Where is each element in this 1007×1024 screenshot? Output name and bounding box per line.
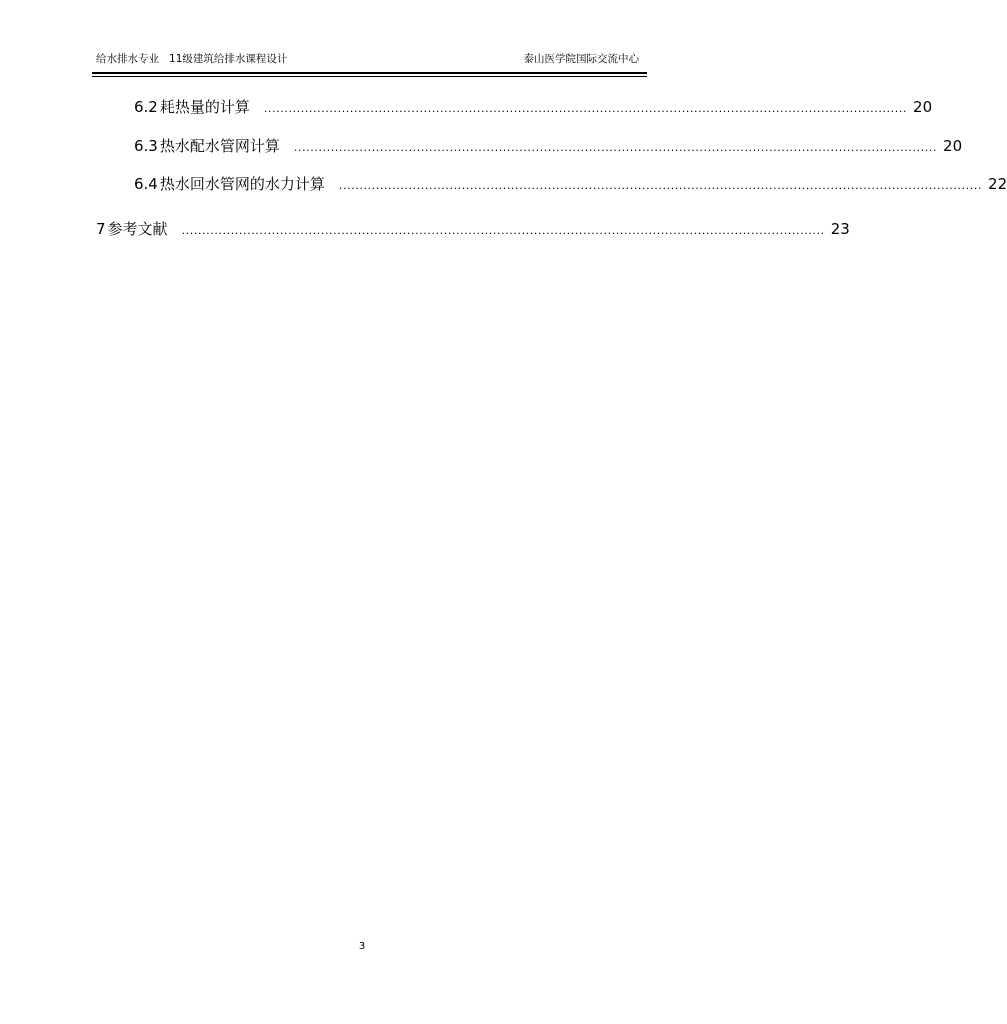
toc-title: 耗热量的计算 xyxy=(159,98,250,116)
toc-number: 6.4 xyxy=(134,175,158,193)
toc-leader-dots: ............................................................................................................................................................. xyxy=(181,224,825,237)
toc-leader-dots: ............................................................................................................................................................. xyxy=(263,102,908,115)
toc-number: 7 xyxy=(96,220,106,238)
toc-entry-6-4[interactable] xyxy=(134,173,1007,195)
toc-number: 6.2 xyxy=(134,98,158,116)
toc-entry-7[interactable] xyxy=(96,218,850,240)
toc-entry-6-2[interactable] xyxy=(134,96,933,118)
toc-page-number: 22 xyxy=(988,175,1007,193)
header-rule-thin xyxy=(92,76,647,77)
toc-page-number: 20 xyxy=(913,98,933,116)
header-institution: 泰山医学院国际交流中心 xyxy=(523,53,639,65)
toc-leader-dots: ............................................................................................................................................................. xyxy=(338,179,983,192)
toc-entry-6-3[interactable] xyxy=(134,135,963,157)
toc-page-number: 23 xyxy=(830,220,850,238)
toc-number: 6.3 xyxy=(134,137,158,155)
toc-title: 热水回水管网的水力计算 xyxy=(159,175,325,193)
toc-leader-dots: ............................................................................................................................................................. xyxy=(293,141,938,154)
toc-page-number: 20 xyxy=(943,137,963,155)
page-header xyxy=(96,51,639,67)
toc-title: 参考文献 xyxy=(107,220,168,238)
header-course-title: 给水排水专业 11级建筑给排水课程设计 xyxy=(96,53,288,65)
header-rule xyxy=(92,72,647,74)
page-number: 3 xyxy=(358,941,366,952)
toc-title: 热水配水管网计算 xyxy=(159,137,280,155)
